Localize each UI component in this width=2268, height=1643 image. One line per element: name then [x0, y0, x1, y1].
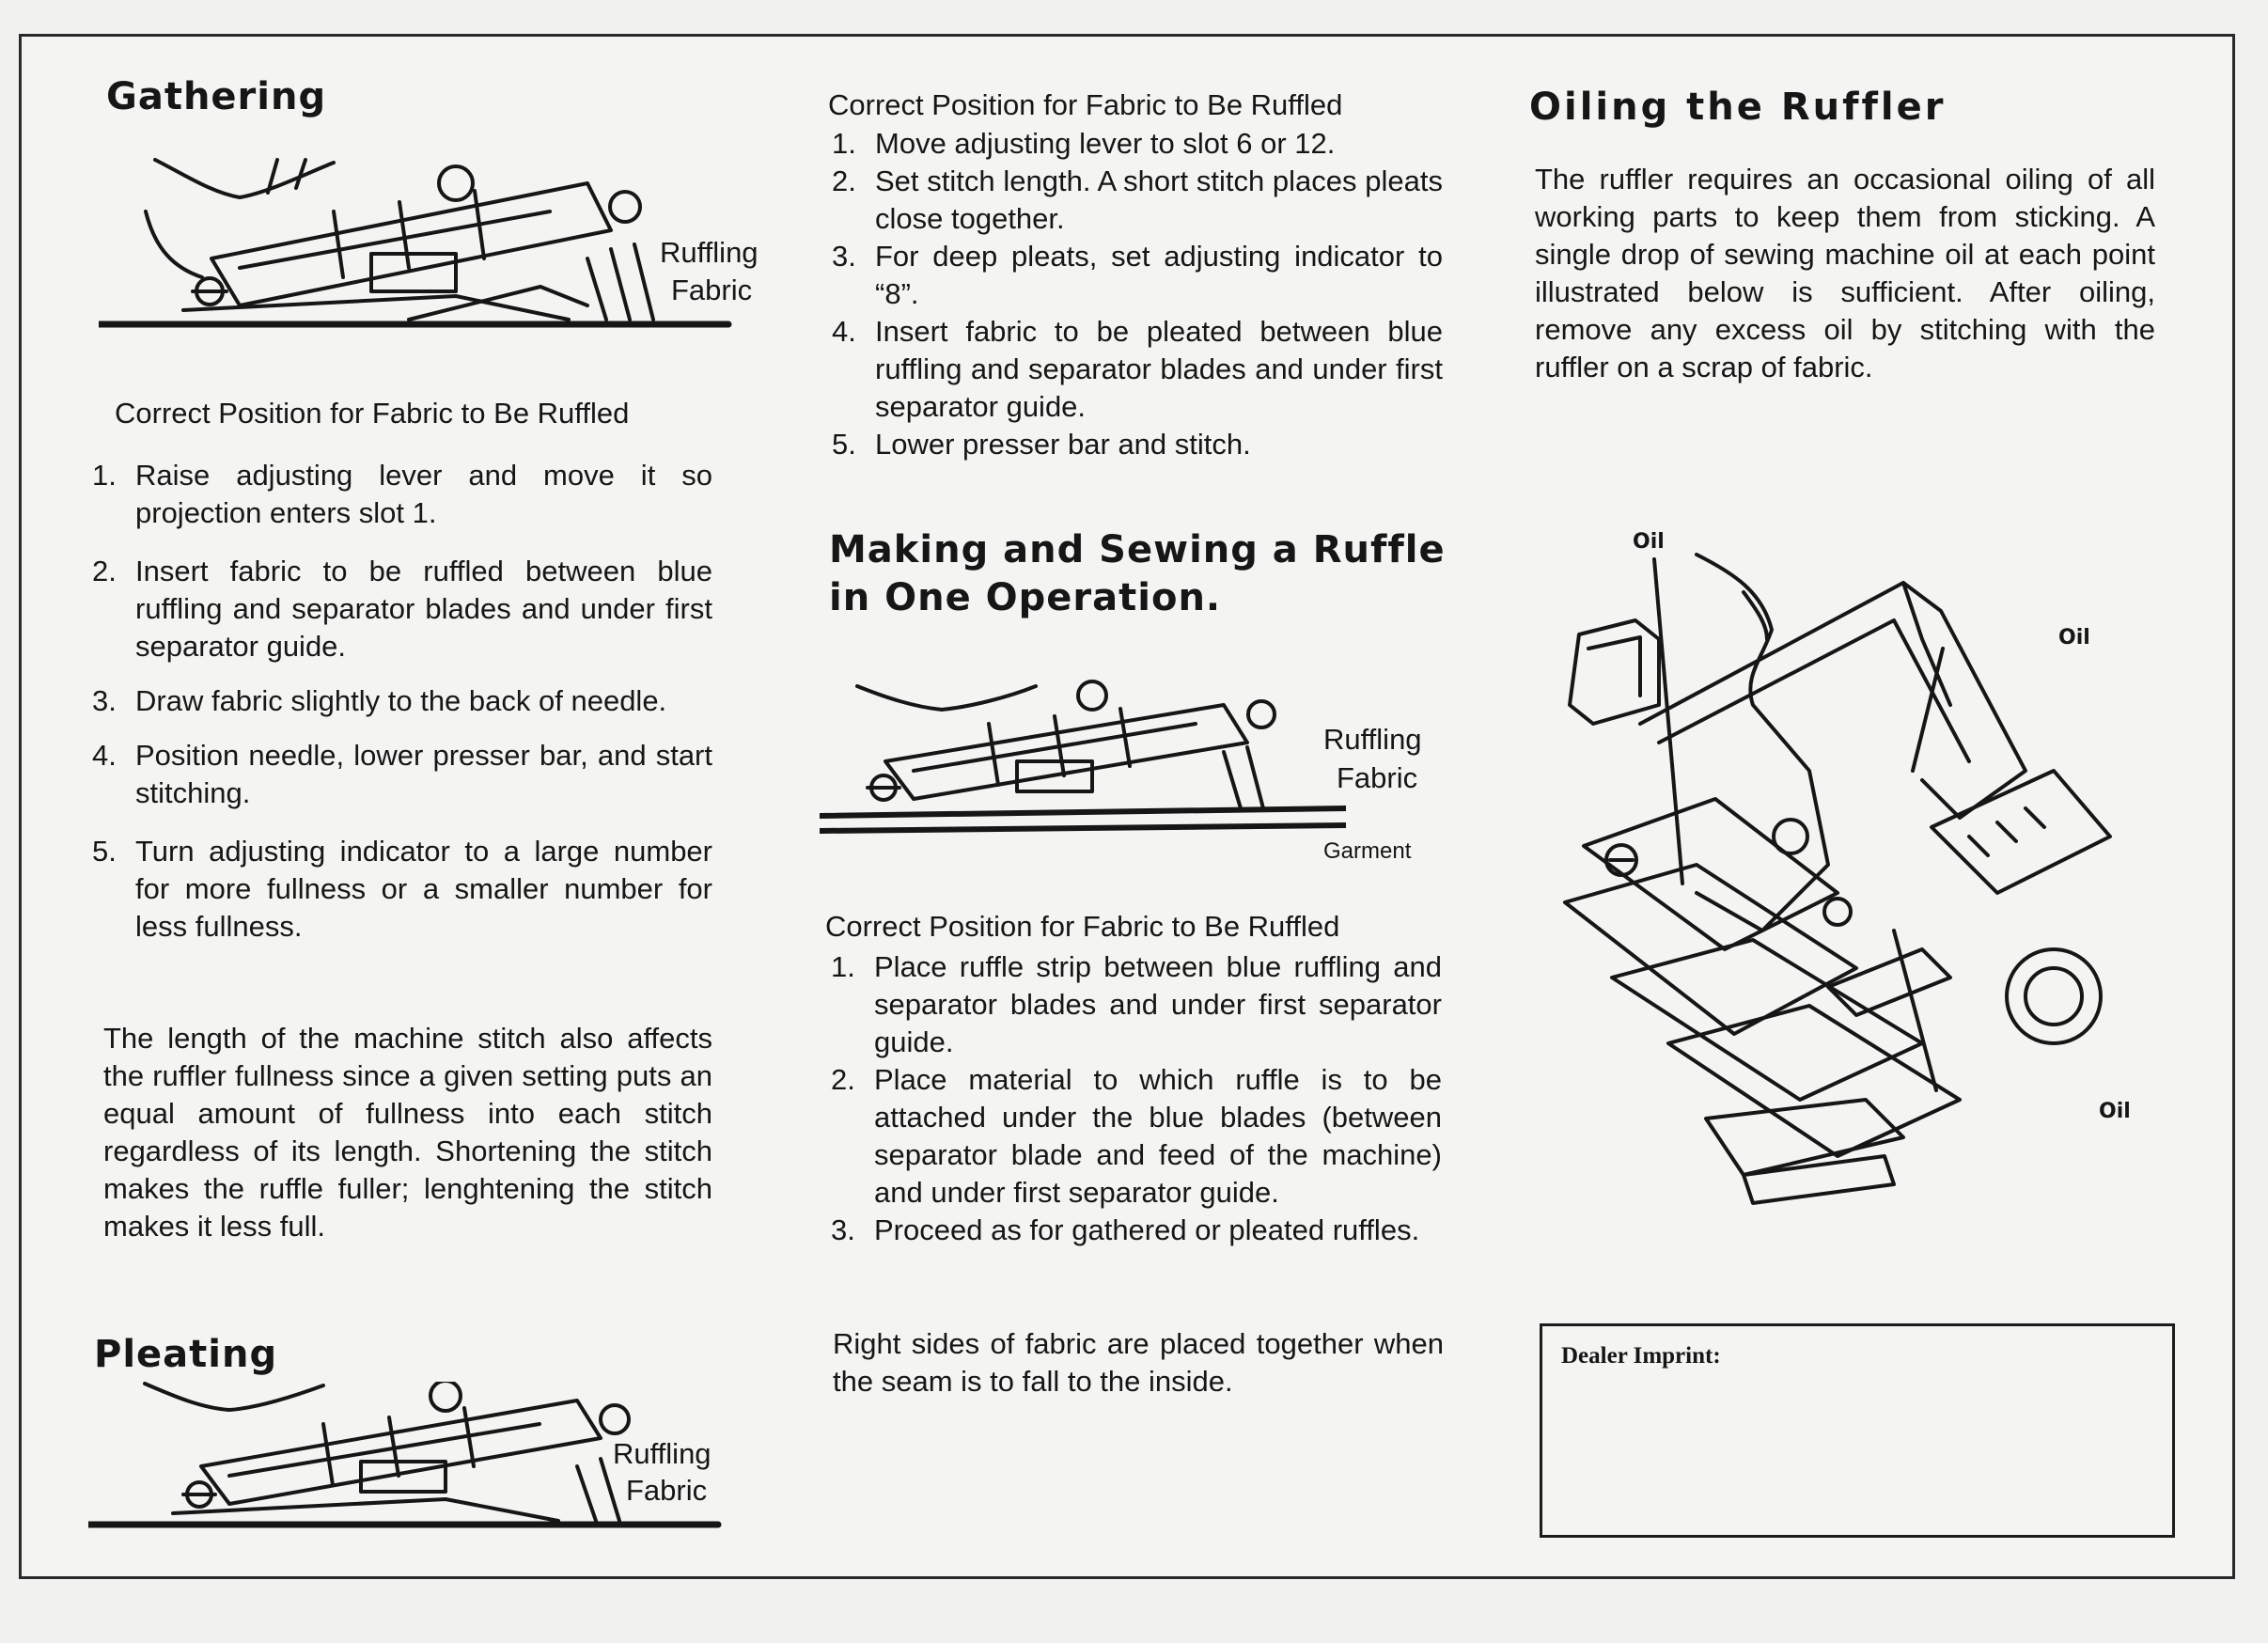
step-text: Insert fabric to be pleated between blue ruffling and separator blades and under first separator guide.	[875, 315, 1443, 423]
step-number: 4.	[92, 739, 117, 772]
step-text: Place material to which ruffle is to be attached under the blue blades (between separator blade and feed of the machine) and under first separator guide.	[874, 1063, 1442, 1209]
making-illustration	[820, 677, 1346, 865]
making-note: Right sides of fabric are placed together when the seam is to fall to the inside.	[833, 1327, 1444, 1398]
list-item	[831, 1061, 1442, 1212]
oil-label-right: Oil	[2058, 626, 2090, 649]
making-label-ruffling: Ruffling	[1323, 723, 1422, 756]
list-item	[832, 125, 1443, 163]
step-text: Insert fabric to be ruffled between blue ruffling and separator blades and under first separator guide.	[135, 555, 712, 663]
step-number: 2.	[832, 164, 856, 197]
step-text: For deep pleats, set adjusting indicator to “8”.	[875, 240, 1443, 310]
list-item	[92, 682, 712, 720]
oil-label-top: Oil	[1633, 530, 1665, 554]
list-item	[832, 313, 1443, 426]
pleating-label-fabric: Fabric	[626, 1474, 708, 1507]
step-text: Position needle, lower presser bar, and start stitching.	[135, 739, 712, 809]
gathering-caption: Correct Position for Fabric to Be Ruffled	[115, 397, 630, 430]
step-text: Draw fabric slightly to the back of needle.	[135, 684, 667, 717]
pleating-heading: Pleating	[94, 1333, 278, 1376]
gathering-label-ruffling: Ruffling	[660, 236, 759, 269]
gathering-label-fabric: Fabric	[671, 274, 753, 306]
list-item	[92, 737, 712, 812]
step-number: 1.	[831, 950, 855, 983]
dealer-imprint-label: Dealer Imprint:	[1561, 1343, 1721, 1369]
list-item	[832, 426, 1443, 463]
pleating-steps	[832, 125, 1443, 463]
making-heading-line2: in One Operation.	[829, 576, 1222, 619]
step-number: 3.	[831, 1213, 855, 1246]
making-label-fabric: Fabric	[1337, 761, 1418, 794]
step-number: 2.	[92, 555, 117, 587]
making-label-garment: Garment	[1323, 838, 1412, 864]
step-text: Raise adjusting lever and move it so projection enters slot 1.	[135, 459, 712, 529]
list-item	[831, 948, 1442, 1061]
making-heading-line1: Making and Sewing a Ruffle	[829, 528, 1446, 571]
list-item	[92, 833, 712, 946]
step-text: Move adjusting lever to slot 6 or 12.	[875, 127, 1336, 160]
step-number: 2.	[831, 1063, 855, 1096]
step-number: 4.	[832, 315, 856, 348]
ruffler-sketch-icon	[820, 677, 1346, 865]
making-steps	[831, 948, 1442, 1249]
step-number: 5.	[832, 428, 856, 461]
step-number: 1.	[92, 459, 117, 492]
step-number: 3.	[92, 684, 117, 717]
step-number: 1.	[832, 127, 856, 160]
gathering-heading: Gathering	[106, 75, 327, 118]
step-text: Turn adjusting indicator to a large number for more fullness or a smaller number for less fullness.	[135, 835, 712, 943]
making-caption: Correct Position for Fabric to Be Ruffled	[825, 910, 1340, 943]
step-text: Set stitch length. A short stitch places pleats close together.	[875, 164, 1443, 235]
dealer-imprint-box	[1540, 1323, 2175, 1538]
gathering-steps	[92, 457, 712, 946]
list-item	[92, 553, 712, 665]
step-text: Place ruffle strip between blue ruffling and separator blades and under first separator guide.	[874, 950, 1442, 1058]
ruffler-sketch-icon	[99, 155, 757, 362]
list-item	[92, 457, 712, 532]
list-item	[831, 1212, 1442, 1249]
step-text: Proceed as for gathered or pleated ruffles.	[874, 1213, 1420, 1246]
oiling-heading: Oiling the Ruffler	[1529, 86, 1947, 129]
list-item	[832, 163, 1443, 238]
pleating-label-ruffling: Ruffling	[613, 1437, 712, 1470]
oil-label-bottom: Oil	[2099, 1100, 2131, 1123]
oiling-body: The ruffler requires an occasional oiling of all working parts to keep them from sticking. A single drop of sewing machine oil at each point illustrated below is sufficient. After oiling, remove any excess oil by stitching with the ruffler on a scrap of fabric.	[1535, 163, 2155, 383]
list-item	[832, 238, 1443, 313]
step-text: Lower presser bar and stitch.	[875, 428, 1251, 461]
pleating-caption: Correct Position for Fabric to Be Ruffled	[828, 88, 1343, 121]
gathering-illustration	[99, 155, 757, 362]
step-number: 3.	[832, 240, 856, 273]
step-number: 5.	[92, 835, 117, 868]
gathering-note: The length of the machine stitch also affects the ruffler fullness since a given setting puts an equal amount of fullness into each stitch regardless of its length. Shortening the stitch makes the ruffle fuller; lenghtening the stitch makes it less full.	[103, 1022, 712, 1243]
